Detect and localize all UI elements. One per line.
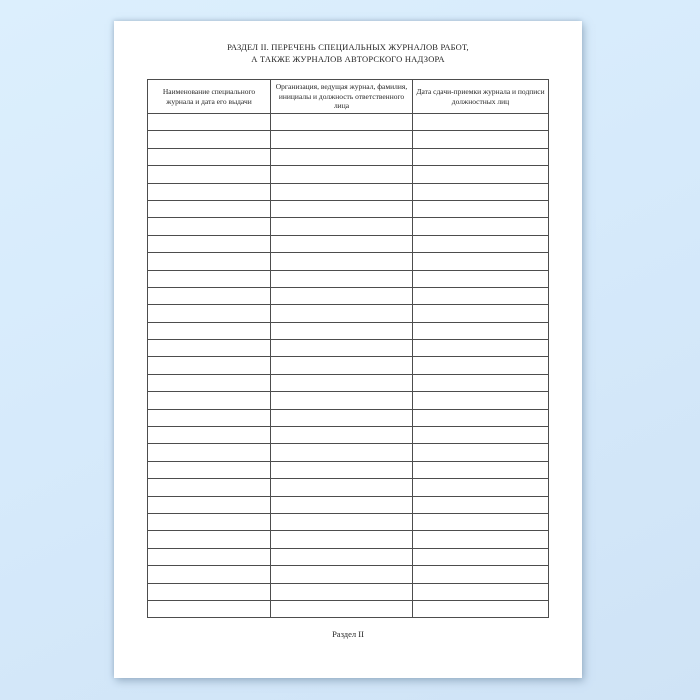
table-row [148, 287, 549, 304]
empty-cell [413, 427, 549, 444]
empty-cell [271, 131, 413, 148]
table-row [148, 305, 549, 322]
table-row [148, 200, 549, 217]
empty-cell [271, 235, 413, 252]
empty-cell [413, 409, 549, 426]
empty-cell [271, 340, 413, 357]
empty-cell [271, 218, 413, 235]
table-row [148, 392, 549, 409]
empty-cell [271, 600, 413, 617]
empty-cell [413, 513, 549, 530]
column-header-journal-name: Наименование специального журнала и дата его выдачи [148, 80, 271, 114]
empty-cell [413, 200, 549, 217]
empty-cell [148, 444, 271, 461]
empty-cell [148, 357, 271, 374]
empty-cell [148, 287, 271, 304]
empty-cell [148, 305, 271, 322]
empty-cell [271, 444, 413, 461]
empty-cell [413, 566, 549, 583]
empty-cell [148, 374, 271, 391]
empty-cell [148, 218, 271, 235]
empty-cell [413, 548, 549, 565]
empty-cell [271, 200, 413, 217]
empty-cell [271, 374, 413, 391]
empty-cell [271, 548, 413, 565]
table-row [148, 409, 549, 426]
table-row [148, 548, 549, 565]
table-row [148, 461, 549, 478]
empty-cell [148, 253, 271, 270]
empty-cell [413, 392, 549, 409]
table-row [148, 357, 549, 374]
table-row [148, 479, 549, 496]
empty-cell [148, 270, 271, 287]
empty-cell [271, 114, 413, 131]
empty-cell [148, 461, 271, 478]
empty-cell [413, 305, 549, 322]
empty-cell [413, 322, 549, 339]
table-row [148, 131, 549, 148]
empty-cell [413, 270, 549, 287]
empty-cell [413, 496, 549, 513]
empty-cell [413, 287, 549, 304]
empty-cell [413, 166, 549, 183]
empty-cell [148, 427, 271, 444]
empty-cell [148, 131, 271, 148]
empty-cell [413, 357, 549, 374]
empty-cell [148, 566, 271, 583]
table-row [148, 183, 549, 200]
empty-cell [271, 357, 413, 374]
empty-cell [271, 305, 413, 322]
table-row [148, 340, 549, 357]
empty-cell [148, 340, 271, 357]
empty-cell [148, 183, 271, 200]
empty-cell [413, 340, 549, 357]
special-journals-table [147, 79, 549, 618]
table-row [148, 235, 549, 252]
empty-cell [271, 479, 413, 496]
column-header-organization: Организация, ведущая журнал, фамилия, инициалы и должность ответственного лица [271, 80, 413, 114]
empty-cell [271, 270, 413, 287]
table-row [148, 531, 549, 548]
empty-cell [413, 600, 549, 617]
table-row [148, 513, 549, 530]
empty-cell [413, 583, 549, 600]
empty-cell [148, 531, 271, 548]
document-page [114, 21, 582, 678]
table-row [148, 566, 549, 583]
empty-cell [271, 496, 413, 513]
empty-cell [271, 583, 413, 600]
empty-cell [413, 444, 549, 461]
empty-cell [148, 235, 271, 252]
table-row [148, 600, 549, 617]
table-row [148, 270, 549, 287]
column-header-handover-date: Дата сдачи-приемки журнала и подписи должностных лиц [413, 80, 549, 114]
empty-cell [413, 235, 549, 252]
empty-cell [413, 183, 549, 200]
table-row [148, 374, 549, 391]
empty-cell [413, 479, 549, 496]
table-row [148, 444, 549, 461]
table-body [148, 114, 549, 618]
table-row [148, 166, 549, 183]
empty-cell [148, 166, 271, 183]
empty-cell [148, 148, 271, 165]
section-title-line-1: РАЗДЕЛ II. ПЕРЕЧЕНЬ СПЕЦИАЛЬНЫХ ЖУРНАЛОВ РАБОТ, [227, 42, 469, 52]
empty-cell [148, 496, 271, 513]
empty-cell [271, 166, 413, 183]
empty-cell [271, 287, 413, 304]
empty-cell [413, 131, 549, 148]
empty-cell [413, 253, 549, 270]
empty-cell [148, 322, 271, 339]
empty-cell [413, 531, 549, 548]
section-title [114, 42, 582, 65]
empty-cell [271, 392, 413, 409]
empty-cell [271, 531, 413, 548]
table-row [148, 148, 549, 165]
table-row [148, 583, 549, 600]
empty-cell [271, 409, 413, 426]
empty-cell [271, 148, 413, 165]
empty-cell [413, 114, 549, 131]
page-footer: Раздел II [332, 629, 364, 639]
empty-cell [148, 114, 271, 131]
table-row [148, 496, 549, 513]
section-title-line-2: А ТАКЖЕ ЖУРНАЛОВ АВТОРСКОГО НАДЗОРА [251, 53, 445, 64]
table-row [148, 427, 549, 444]
empty-cell [271, 183, 413, 200]
table-row [148, 322, 549, 339]
empty-cell [148, 409, 271, 426]
empty-cell [148, 513, 271, 530]
empty-cell [271, 427, 413, 444]
empty-cell [413, 461, 549, 478]
empty-cell [148, 548, 271, 565]
table-header [148, 80, 549, 114]
empty-cell [148, 479, 271, 496]
empty-cell [148, 600, 271, 617]
table-header-row [148, 80, 549, 114]
empty-cell [271, 566, 413, 583]
empty-cell [271, 253, 413, 270]
empty-cell [271, 461, 413, 478]
empty-cell [271, 322, 413, 339]
empty-cell [413, 218, 549, 235]
empty-cell [148, 200, 271, 217]
table-row [148, 218, 549, 235]
empty-cell [271, 513, 413, 530]
empty-cell [413, 148, 549, 165]
table-row [148, 253, 549, 270]
empty-cell [148, 583, 271, 600]
empty-cell [413, 374, 549, 391]
empty-cell [148, 392, 271, 409]
table-row [148, 114, 549, 131]
